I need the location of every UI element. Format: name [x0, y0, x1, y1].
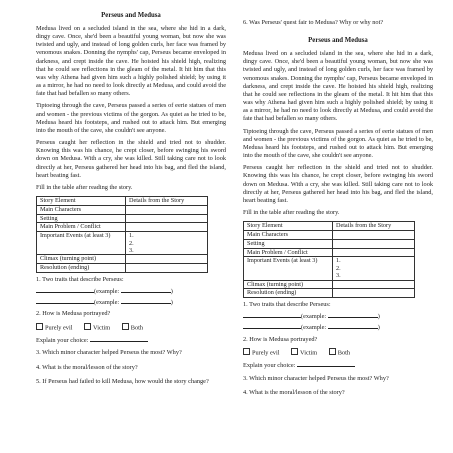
story-paragraph: Tiptoeing through the cave, Perseus passed a series of eerie statues of men and women - the previous victims of the gorgon. As quiet as he tried to be, Medusa heard his footsteps, and rushed out to attack him. But emerging into the mouth of the cave, she couldn't see anyone.	[243, 127, 433, 160]
row-label: Resolution (ending)	[37, 264, 126, 273]
option-victim[interactable]: Victim	[291, 348, 317, 358]
answer-cell[interactable]	[333, 239, 415, 248]
story-paragraph: Medusa lived on a secluded island in the sea, where she hid in a dark, dingy cave. Once, she'd been a beautiful young woman, but now she was twisted and ugly, and instead of long golden curls, her face was framed by venomous snakes. Donning the nymphs' cap, Perseus became enveloped in darkness, and crept inside the cave. He hoisted his shield high, realizing that he could see reflections in the gleam of the metal. It hit him that this was why Athena had given him such a highly polished shield; by using it as a mirror, he had no need to look directly at Medusa, and could avoid the fate that had befallen so many others.	[36, 24, 226, 98]
question-2: 2. How is Medusa portrayed?	[243, 335, 318, 343]
row-label: Setting	[37, 214, 126, 223]
answer-blank[interactable]	[121, 298, 173, 307]
question-3: 3. Which minor character helped Perseus the most? Why?	[36, 349, 182, 357]
trait-example-label: (example:	[94, 288, 120, 296]
table-header-row	[244, 222, 415, 231]
trait-line	[36, 298, 226, 307]
row-label: Important Events (at least 3)	[244, 257, 333, 280]
table-row	[244, 239, 415, 248]
explain-line	[243, 361, 433, 370]
trait-close: )	[377, 324, 380, 332]
left-column	[36, 12, 226, 389]
question-4: 4. What is the moral/lesson of the story?	[243, 388, 345, 396]
answer-blank[interactable]	[121, 287, 173, 296]
row-label: Main Problem / Conflict	[244, 248, 333, 257]
trait-close: )	[170, 299, 173, 307]
event-number: 1.	[129, 232, 134, 240]
trait-line	[36, 287, 226, 296]
row-label: Main Problem / Conflict	[37, 223, 126, 232]
answer-cell[interactable]	[126, 264, 208, 273]
answer-cell[interactable]	[333, 231, 415, 240]
answer-cell[interactable]	[126, 214, 208, 223]
table-header-cell: Story Element	[37, 197, 126, 206]
trait-line	[243, 323, 433, 332]
story-elements-table	[243, 221, 415, 298]
answer-blank[interactable]	[90, 336, 148, 342]
answer-cell[interactable]	[333, 248, 415, 257]
question-6: 6. Was Perseus' quest fair to Medusa? Why or why not?	[243, 19, 384, 26]
table-row	[37, 255, 208, 264]
table-header-cell: Details from the Story	[126, 197, 208, 206]
option-purely-evil[interactable]: Purely evil	[243, 348, 279, 358]
answer-cell[interactable]	[126, 205, 208, 214]
event-number: 2.	[336, 264, 341, 272]
row-label: Setting	[244, 239, 333, 248]
trait-close: )	[170, 288, 173, 296]
checkbox-icon[interactable]	[84, 323, 91, 330]
event-number: 1.	[336, 257, 341, 265]
checkbox-icon[interactable]	[36, 323, 43, 330]
trait-example-label: (example:	[301, 313, 327, 321]
story-title: Perseus and Medusa	[101, 12, 161, 19]
row-label: Main Characters	[244, 231, 333, 240]
answer-cell[interactable]	[126, 255, 208, 264]
checkbox-icon[interactable]	[291, 348, 298, 355]
question-1: 1. Two traits that describe Perseus:	[243, 301, 331, 309]
answer-cell[interactable]	[126, 223, 208, 232]
event-number: 3.	[336, 272, 341, 280]
right-column	[243, 16, 433, 400]
story-paragraph: Perseus caught her reflection in the shield and tried not to shudder. Knowing this was his chance, he crept closer, before swinging his sword down on Medusa. With a cry, she was killed. Still taking care not to look directly at her, Perseus gathered her head into his bag, and fled the island, heart beating fast.	[243, 164, 433, 204]
portrayal-options	[36, 323, 226, 333]
answer-blank[interactable]	[328, 323, 380, 332]
table-row	[37, 205, 208, 214]
story-title: Perseus and Medusa	[308, 37, 368, 45]
row-label: Resolution (ending)	[244, 289, 333, 298]
row-label: Important Events (at least 3)	[37, 232, 126, 255]
table-row	[244, 231, 415, 240]
answer-blank[interactable]	[36, 287, 94, 293]
table-row	[244, 248, 415, 257]
question-5: 5. If Perseus had failed to kill Medusa, how would the story change?	[36, 377, 209, 385]
explain-label: Explain your choice:	[243, 362, 296, 370]
option-both[interactable]: Both	[329, 348, 350, 358]
answer-cell[interactable]	[333, 257, 415, 280]
row-label: Climax (turning point)	[244, 280, 333, 289]
answer-blank[interactable]	[328, 312, 380, 321]
table-row	[244, 257, 415, 280]
checkbox-icon[interactable]	[122, 323, 129, 330]
answer-blank[interactable]	[243, 323, 301, 329]
trait-example-label: (example:	[301, 324, 327, 332]
option-both[interactable]: Both	[122, 323, 143, 333]
table-header-cell: Story Element	[244, 222, 333, 231]
table-row	[37, 264, 208, 273]
checkbox-icon[interactable]	[243, 348, 250, 355]
answer-blank[interactable]	[297, 361, 355, 367]
answer-blank[interactable]	[36, 298, 94, 304]
story-paragraph: Tiptoeing through the cave, Perseus passed a series of eerie statues of men and women - the previous victims of the gorgon. As quiet as he tried to be, Medusa heard his footsteps, and rushed out to attack him. But emerging into the mouth of the cave, she couldn't see anyone.	[36, 102, 226, 134]
question-4: 4. What is the moral/lesson of the story?	[36, 363, 138, 371]
story-elements-table	[36, 196, 208, 273]
story-paragraph: Medusa lived on a secluded island in the sea, where she hid in a dark, dingy cave. Once, she'd been a beautiful young woman, but now she was twisted and ugly, and instead of long golden curls, her face was framed by venomous snakes. Donning the nymphs' cap, Perseus became enveloped in darkness, and crept inside the cave. He hoisted his shield high, realizing that he could see reflections in the gleam of the metal. It hit him that this was why Athena had given him such a highly polished shield; by using it as a mirror, he had no need to look directly at Medusa, and could avoid the fate that had befallen so many others.	[243, 50, 433, 123]
fill-instruction: Fill in the table after reading the story.	[36, 183, 133, 191]
table-row	[244, 289, 415, 298]
answer-blank[interactable]	[243, 312, 301, 318]
explain-label: Explain your choice:	[36, 337, 89, 345]
trait-close: )	[377, 313, 380, 321]
event-number: 3.	[129, 246, 134, 254]
story-paragraph: Perseus caught her reflection in the shield and tried not to shudder. Knowing this was his chance, he crept closer, before swinging his sword down on Medusa. With a cry, she was killed. Still taking care not to look directly at her, Perseus gathered her head into his bag, and fled the island, heart beating fast.	[36, 139, 226, 179]
explain-line	[36, 336, 226, 345]
trait-example-label: (example:	[94, 299, 120, 307]
question-2: 2. How is Medusa portrayed?	[36, 310, 111, 318]
portrayal-options	[243, 348, 433, 358]
table-row	[37, 232, 208, 255]
table-row	[37, 214, 208, 223]
table-header-cell: Details from the Story	[333, 222, 415, 231]
answer-cell[interactable]	[333, 280, 415, 289]
question-1: 1. Two traits that describe Perseus:	[36, 275, 124, 283]
question-3: 3. Which minor character helped Perseus the most? Why?	[243, 374, 389, 382]
answer-cell[interactable]	[333, 289, 415, 298]
option-victim[interactable]: Victim	[84, 323, 110, 333]
table-row	[37, 223, 208, 232]
event-number: 2.	[129, 239, 134, 247]
row-label: Main Characters	[37, 205, 126, 214]
table-row	[244, 280, 415, 289]
trait-line	[243, 312, 433, 321]
table-header-row	[37, 197, 208, 206]
option-purely-evil[interactable]: Purely evil	[36, 323, 72, 333]
row-label: Climax (turning point)	[37, 255, 126, 264]
checkbox-icon[interactable]	[329, 348, 336, 355]
fill-instruction: Fill in the table after reading the story.	[243, 209, 340, 217]
answer-cell[interactable]	[126, 232, 208, 255]
